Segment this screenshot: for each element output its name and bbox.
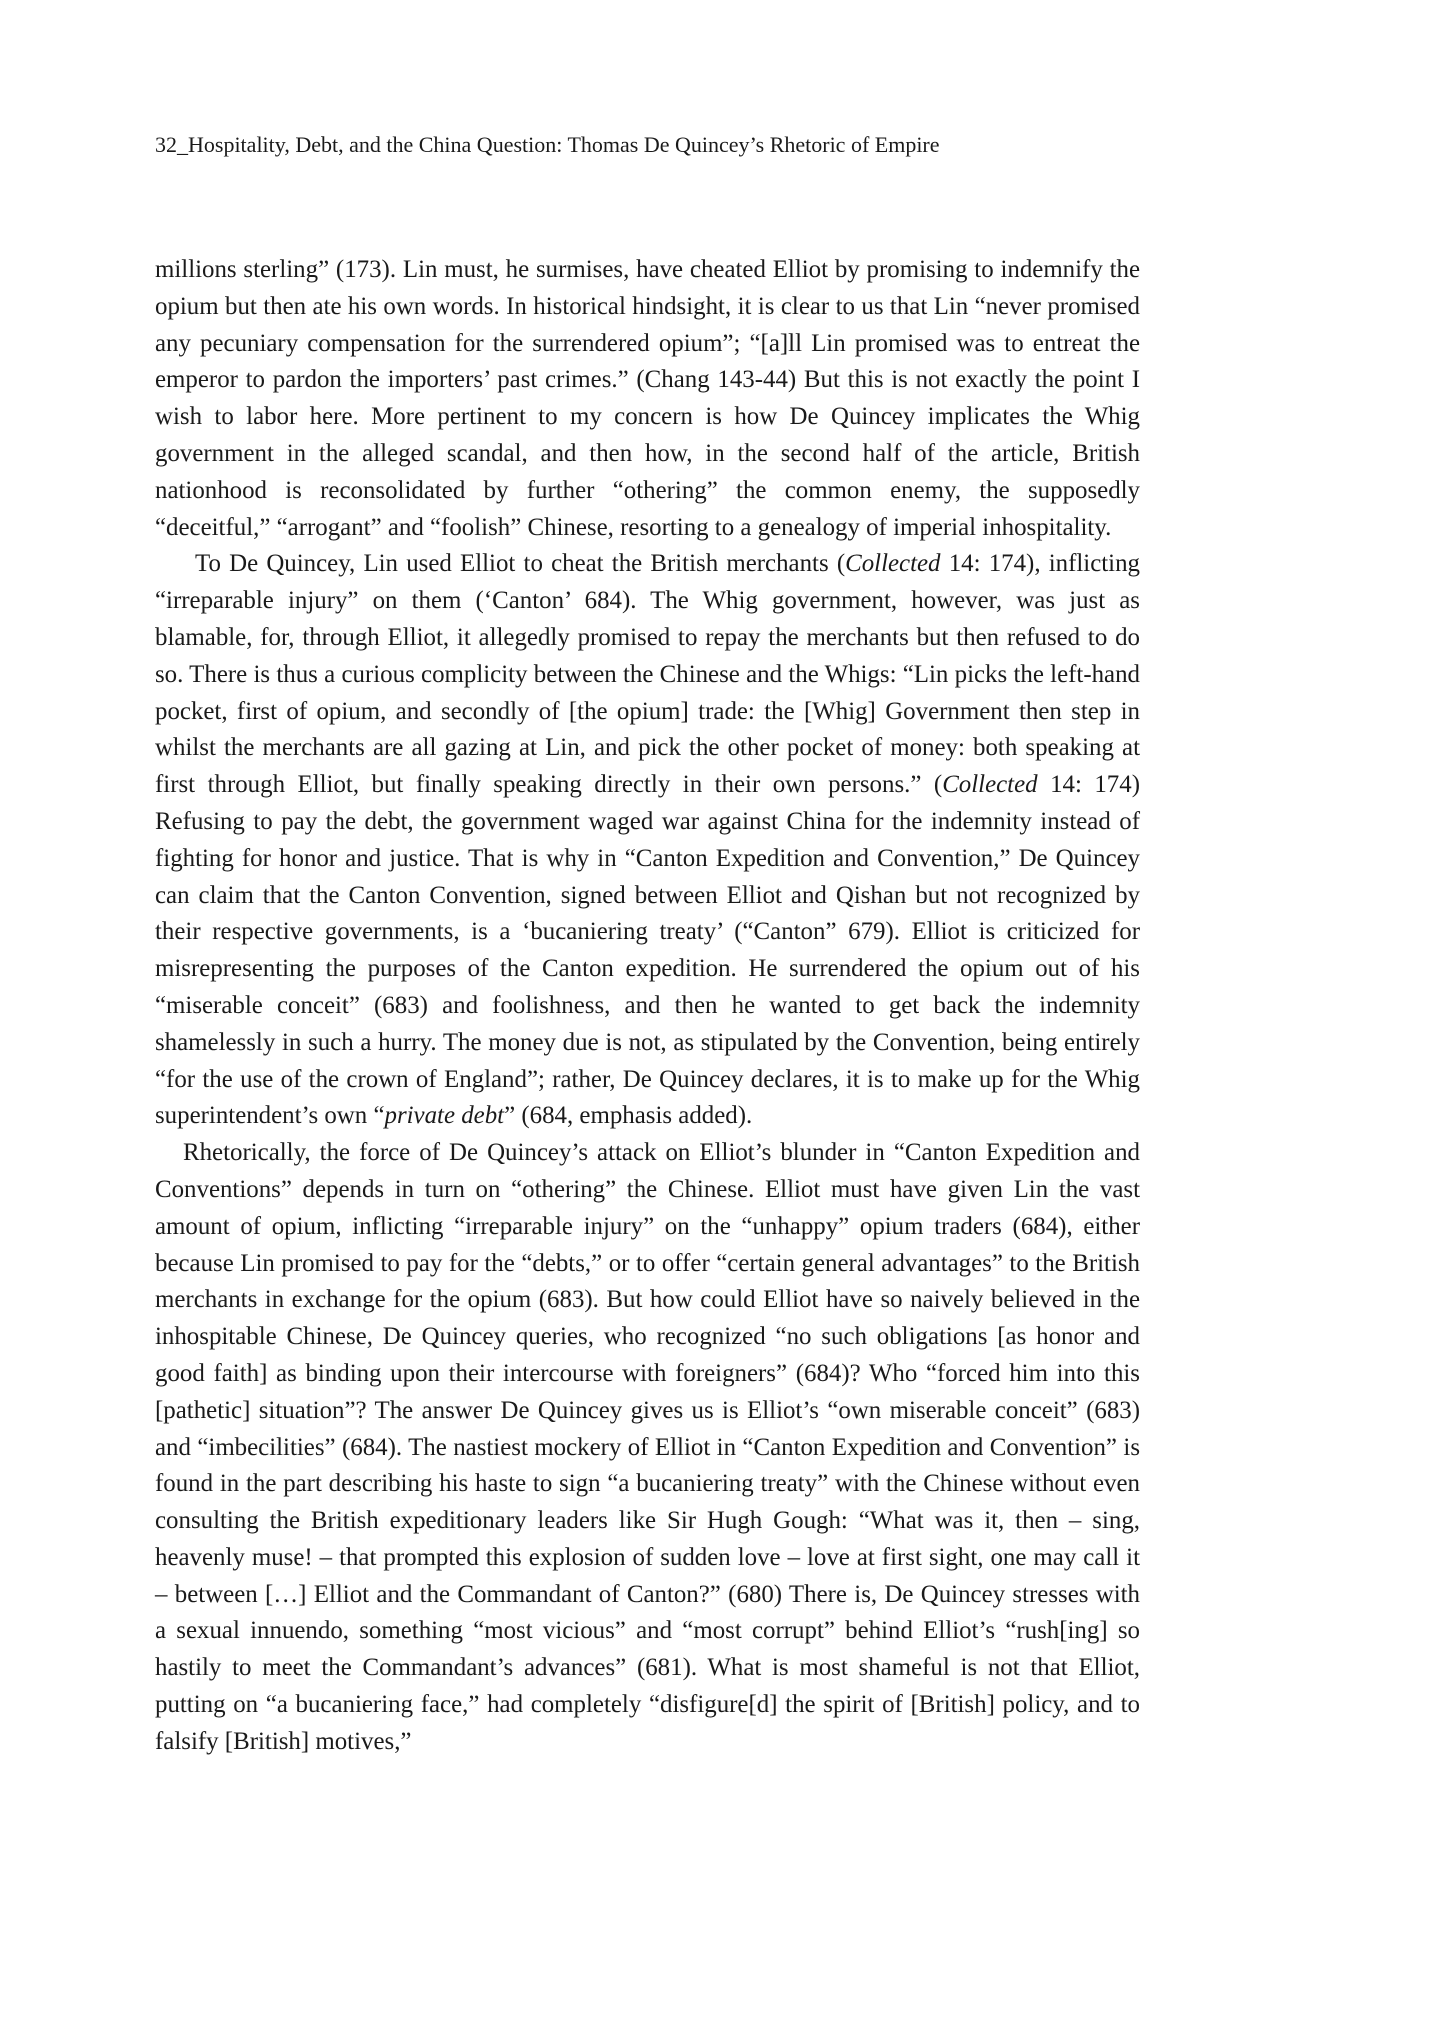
running-head: 32_Hospitality, Debt, and the China Question: Thomas De Quincey’s Rhetoric of Empire [155, 132, 940, 157]
italic-run: private debt [384, 1102, 505, 1130]
text-run: To De Quincey, Lin used Elliot to cheat the British merchants ( [195, 550, 846, 578]
text-run: Rhetorically, the force of De Quincey’s attack on Elliot’s blunder in “Canton Expedition and Conventions” depends in turn on “othering” the Chinese. Elliot must have given Lin the vast amount of opium, inflicting “irreparable injury” on the “unhappy” opium traders (684), either because Lin promised to pay for the “debts,” or to offer “certain general advantages” to the British merchants in exchange for the opium (683). But how could Elliot have so naively believed in the inhospitable Chinese, De Quincey queries, who recognized “no such obligations [as honor and good faith] as binding upon their intercourse with foreigners” (684)? Who “forced him into this [pathetic] situation”? The answer De Quincey gives us is Elliot’s “own miserable conceit” (683) and “imbecilities” (684). The nastiest mockery of Elliot in “Canton Expedition and Convention” is found in the part describing his haste to sign “a bucaniering treaty” with the Chinese without even consulting the British expeditionary leaders like Sir Hugh Gough: “What was it, then – sing, heavenly muse! – that prompted this explosion of sudden love – love at first sight, one may call it – between […] Elliot and the Commandant of Canton?” (680) There is, De Quincey stresses with a sexual innuendo, something “most vicious” and “most corrupt” behind Elliot’s “rush[ing] so hastily to meet the Commandant’s advances” (681). What is most shameful is not that Elliot, putting on “a bucaniering face,” had completely “disfigure[d] the spirit of [British] policy, and to falsify [British] motives,” [155, 1139, 1140, 1755]
italic-run: Collected [942, 771, 1038, 799]
paragraph-2 [155, 546, 1140, 1135]
paragraph-3 [155, 1135, 1140, 1761]
paragraph-1 [155, 252, 1140, 546]
body-text [155, 252, 1140, 1761]
text-run: 14: 174) Refusing to pay the debt, the government waged war against China for the indemnity instead of fighting for honor and justice. That is why in “Canton Expedition and Convention,” De Quincey can claim that the Canton Convention, signed between Elliot and Qishan but not recognized by their respective governments, is a ‘bucaniering treaty’ (“Canton” 679). Elliot is criticized for misrepresenting the purposes of the Canton expedition. He surrendered the opium out of his “miserable conceit” (683) and foolishness, and then he wanted to get back the indemnity shamelessly in such a hurry. The money due is not, as stipulated by the Convention, being entirely “for the use of the crown of England”; rather, De Quincey declares, it is to make up for the Whig superintendent’s own “ [155, 771, 1140, 1130]
text-run: 14: 174), inflicting “irreparable injury” on them (‘Canton’ 684). The Whig government, however, was just as blamable, for, through Elliot, it allegedly promised to repay the merchants but then refused to do so. There is thus a curious complicity between the Chinese and the Whigs: “Lin picks the left-hand pocket, first of opium, and secondly of [the opium] trade: the [Whig] Government then step in whilst the merchants are all gazing at Lin, and pick the other pocket of money: both speaking at first through Elliot, but finally speaking directly in their own persons.” ( [155, 550, 1140, 799]
italic-run: Collected [845, 550, 941, 578]
text-run: ” (684, emphasis added). [504, 1102, 753, 1130]
text-run: millions sterling” (173). Lin must, he surmises, have cheated Elliot by promising to indemnify the opium but then ate his own words. In historical hindsight, it is clear to us that Lin “never promised any pecuniary compensation for the surrendered opium”; “[a]ll Lin promised was to entreat the emperor to pardon the importers’ past crimes.” (Chang 143-44) But this is not exactly the point I wish to labor here. More pertinent to my concern is how De Quincey implicates the Whig government in the alleged scandal, and then how, in the second half of the article, British nationhood is reconsolidated by further “othering” the common enemy, the supposedly “deceitful,” “arrogant” and “foolish” Chinese, resorting to a genealogy of imperial inhospitality. [155, 256, 1140, 541]
